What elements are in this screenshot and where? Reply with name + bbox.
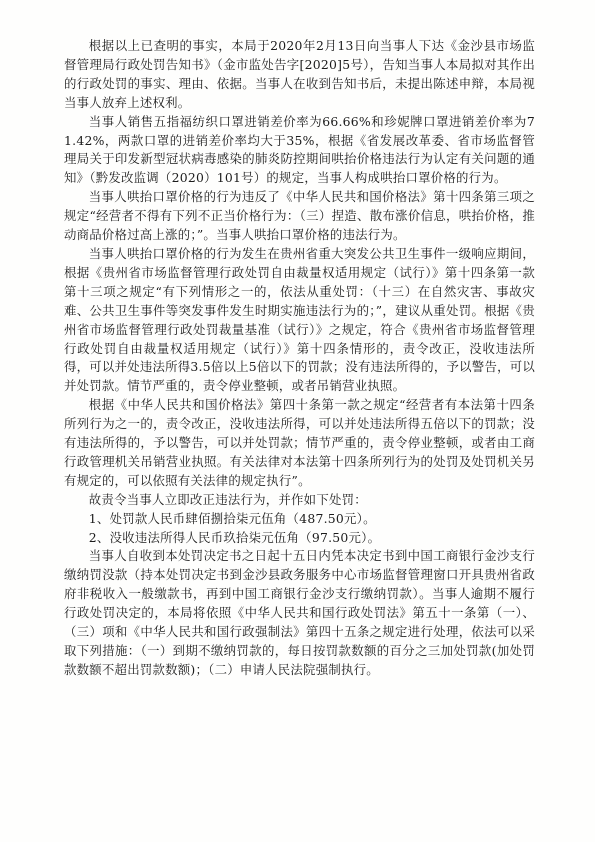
paragraph-price-law-violation: 当事人哄抬口罩价格的行为违反了《中华人民共和国价格法》第十四条第三项之规定“经营者不得有下列不正当价格行为：（三）捏造、散布涨价信息，哄抬价格，推动商品价格过高上涨的；”。当事人哄抬口罩价格的违法行为。 — [64, 189, 535, 243]
penalty-item-fine: 1、处罚款人民币肆佰捌拾柒元伍角（487.50元）。 — [88, 510, 376, 526]
paragraph-aggravated-penalty-basis: 当事人哄抬口罩价格的行为发生在贵州省重大突发公共卫生事件一级响应期间，根据《贵州省市场监督管理行政处罚自由裁量权适用规定（试行）》第十四条第一款第十三项之规定“有下列情形之一的，依法从重处罚：（十三）在自然灾害、事故灾难、公共卫生事件等突发事件发生时期实施违法行为的；”，建议从重处罚。根据《贵州省市场监督管理行政处罚裁量基准（试行）》之规定，符合《贵州省市场监督管理行政处罚自由裁量权适用规定（试行）》第十四条情形的，责令改正，没收违法所得，可以并处违法所得3.5倍以上5倍以下的罚款；没有违法所得的，予以警告，可以并处罚款。情节严重的，责令停业整顿，或者吊销营业执照。 — [64, 245, 536, 394]
paragraph-penalty-intro: 故责令当事人立即改正违法行为，并作如下处罚： — [88, 491, 367, 507]
paragraph-price-law-article-40: 根据《中华人民共和国价格法》第四十条第一款之规定“经营者有本法第十四条所列行为之一的，责令改正，没收违法所得，可以并处违法所得五倍以下的罚款；没有违法所得的，予以警告，可以并处罚款；情节严重的，责令停业整顿，或者由工商行政管理机关吊销营业执照。有关法律对本法第十四条所列行为的处罚及处罚机关另有规定的，可以依照有关法律的规定执行”。 — [64, 397, 535, 488]
paragraph-markup-rate-finding: 当事人销售五指福纺织口罩进销差价率为66.66%和珍妮牌口罩进销差价率为71.42%，两款口罩的进销差价率均大于35%，根据《省发展改革委、省市场监督管理局关于印发新型冠状病毒感染的肺炎防控期间哄抬价格违法行为认定有关问题的通知》（黔发改监调（2020）101号）的规定，当事人构成哄抬口罩价格的行为。 — [64, 113, 535, 186]
paragraph-notice-served: 根据以上已查明的事实，本局于2020年2月13日向当事人下达《金沙县市场监督管理局行政处罚告知书》（金市监处告字[2020]5号），告知当事人本局拟对其作出的行政处罚的事实、理由、依据。当事人在收到告知书后，未提出陈述申辩，本局视当事人放弃上述权利。 — [64, 38, 535, 110]
penalty-item-confiscation: 2、没收违法所得人民币玖拾柒元伍角（97.50元）。 — [88, 529, 381, 545]
paragraph-payment-and-enforcement: 当事人自收到本处罚决定书之日起十五日内凭本决定书到中国工商银行金沙支行缴纳罚没款（持本处罚决定书到金沙县政务服务中心市场监督管理窗口开具贵州省政府非税收入一般缴款书，再到中国工商银行金沙支行缴纳罚款）。当事人逾期不履行行政处罚决定的，本局将依照《中华人民共和国行政处罚法》第五十一条第（一）、（三）项和《中华人民共和国行政强制法》第四十五条之规定进行处理，依法可以采取下列措施：（一）到期不缴纳罚款的，每日按罚款数额的百分之三加处罚款(加处罚款数额不超出罚款数额)；（二）申请人民法院强制执行。 — [64, 548, 535, 677]
